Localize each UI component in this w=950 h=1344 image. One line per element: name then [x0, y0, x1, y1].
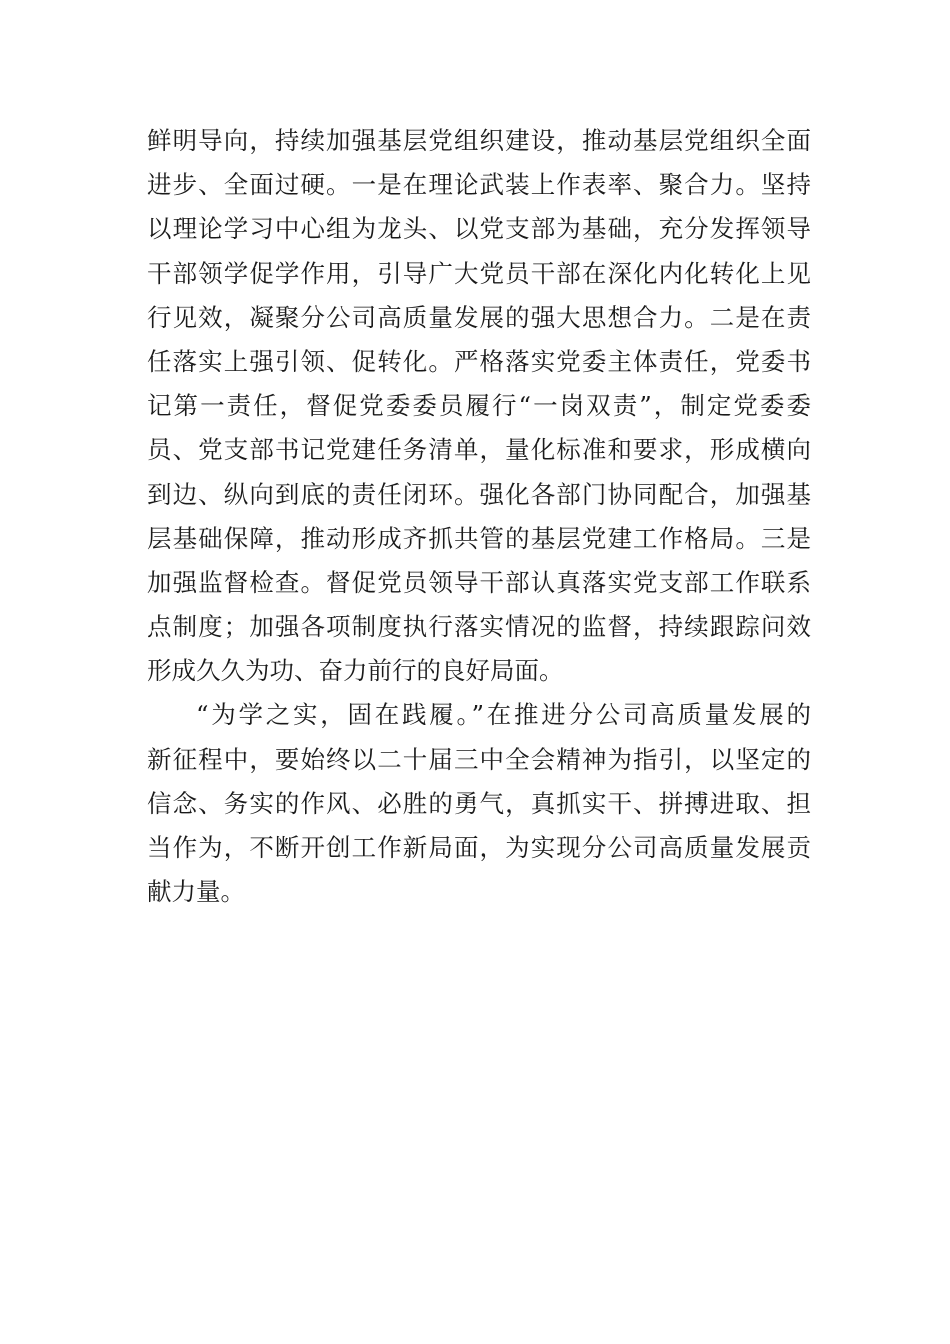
- text-line: 鲜明导向，持续加强基层党组织建设，推动基层党组织全面: [147, 126, 811, 155]
- text-line: 加强监督检查。督促党员领导干部认真落实党支部工作联系: [147, 567, 811, 597]
- body-text: [147, 119, 811, 914]
- text-line: 员、党支部书记党建任务清单，量化标准和要求，形成横向: [147, 435, 811, 465]
- text-line: 行见效，凝聚分公司高质量发展的强大思想合力。二是在责: [147, 302, 811, 332]
- paragraph-2: [147, 693, 811, 914]
- text-line: 到边、纵向到底的责任闭环。强化各部门协同配合，加强基: [147, 479, 811, 509]
- text-line: 信念、务实的作风、必胜的勇气，真抓实干、拼搏进取、担: [147, 788, 811, 818]
- text-line: 记第一责任，督促党委委员履行“一岗双责”，制定党委委: [147, 391, 811, 421]
- text-line: 献力量。: [147, 877, 245, 907]
- text-line: 形成久久为功、奋力前行的良好局面。: [147, 656, 564, 686]
- text-line: 以理论学习中心组为龙头、以党支部为基础，充分发挥领导: [147, 214, 811, 244]
- text-line: 新征程中，要始终以二十届三中全会精神为指引，以坚定的: [147, 744, 811, 774]
- text-line: 任落实上强引领、促转化。严格落实党委主体责任，党委书: [147, 346, 811, 376]
- text-line: 当作为，不断开创工作新局面，为实现分公司高质量发展贡: [147, 833, 811, 862]
- text-line: 点制度；加强各项制度执行落实情况的监督，持续跟踪问效: [147, 612, 811, 642]
- text-line: “为学之实，固在践履。”在推进分公司高质量发展的: [196, 700, 811, 730]
- text-line: 进步、全面过硬。一是在理论武装上作表率、聚合力。坚持: [147, 170, 811, 200]
- paragraph-1: [147, 119, 811, 693]
- text-line: 干部领学促学作用，引导广大党员干部在深化内化转化上见: [147, 258, 811, 288]
- text-line: 层基础保障，推动形成齐抓共管的基层党建工作格局。三是: [147, 523, 811, 553]
